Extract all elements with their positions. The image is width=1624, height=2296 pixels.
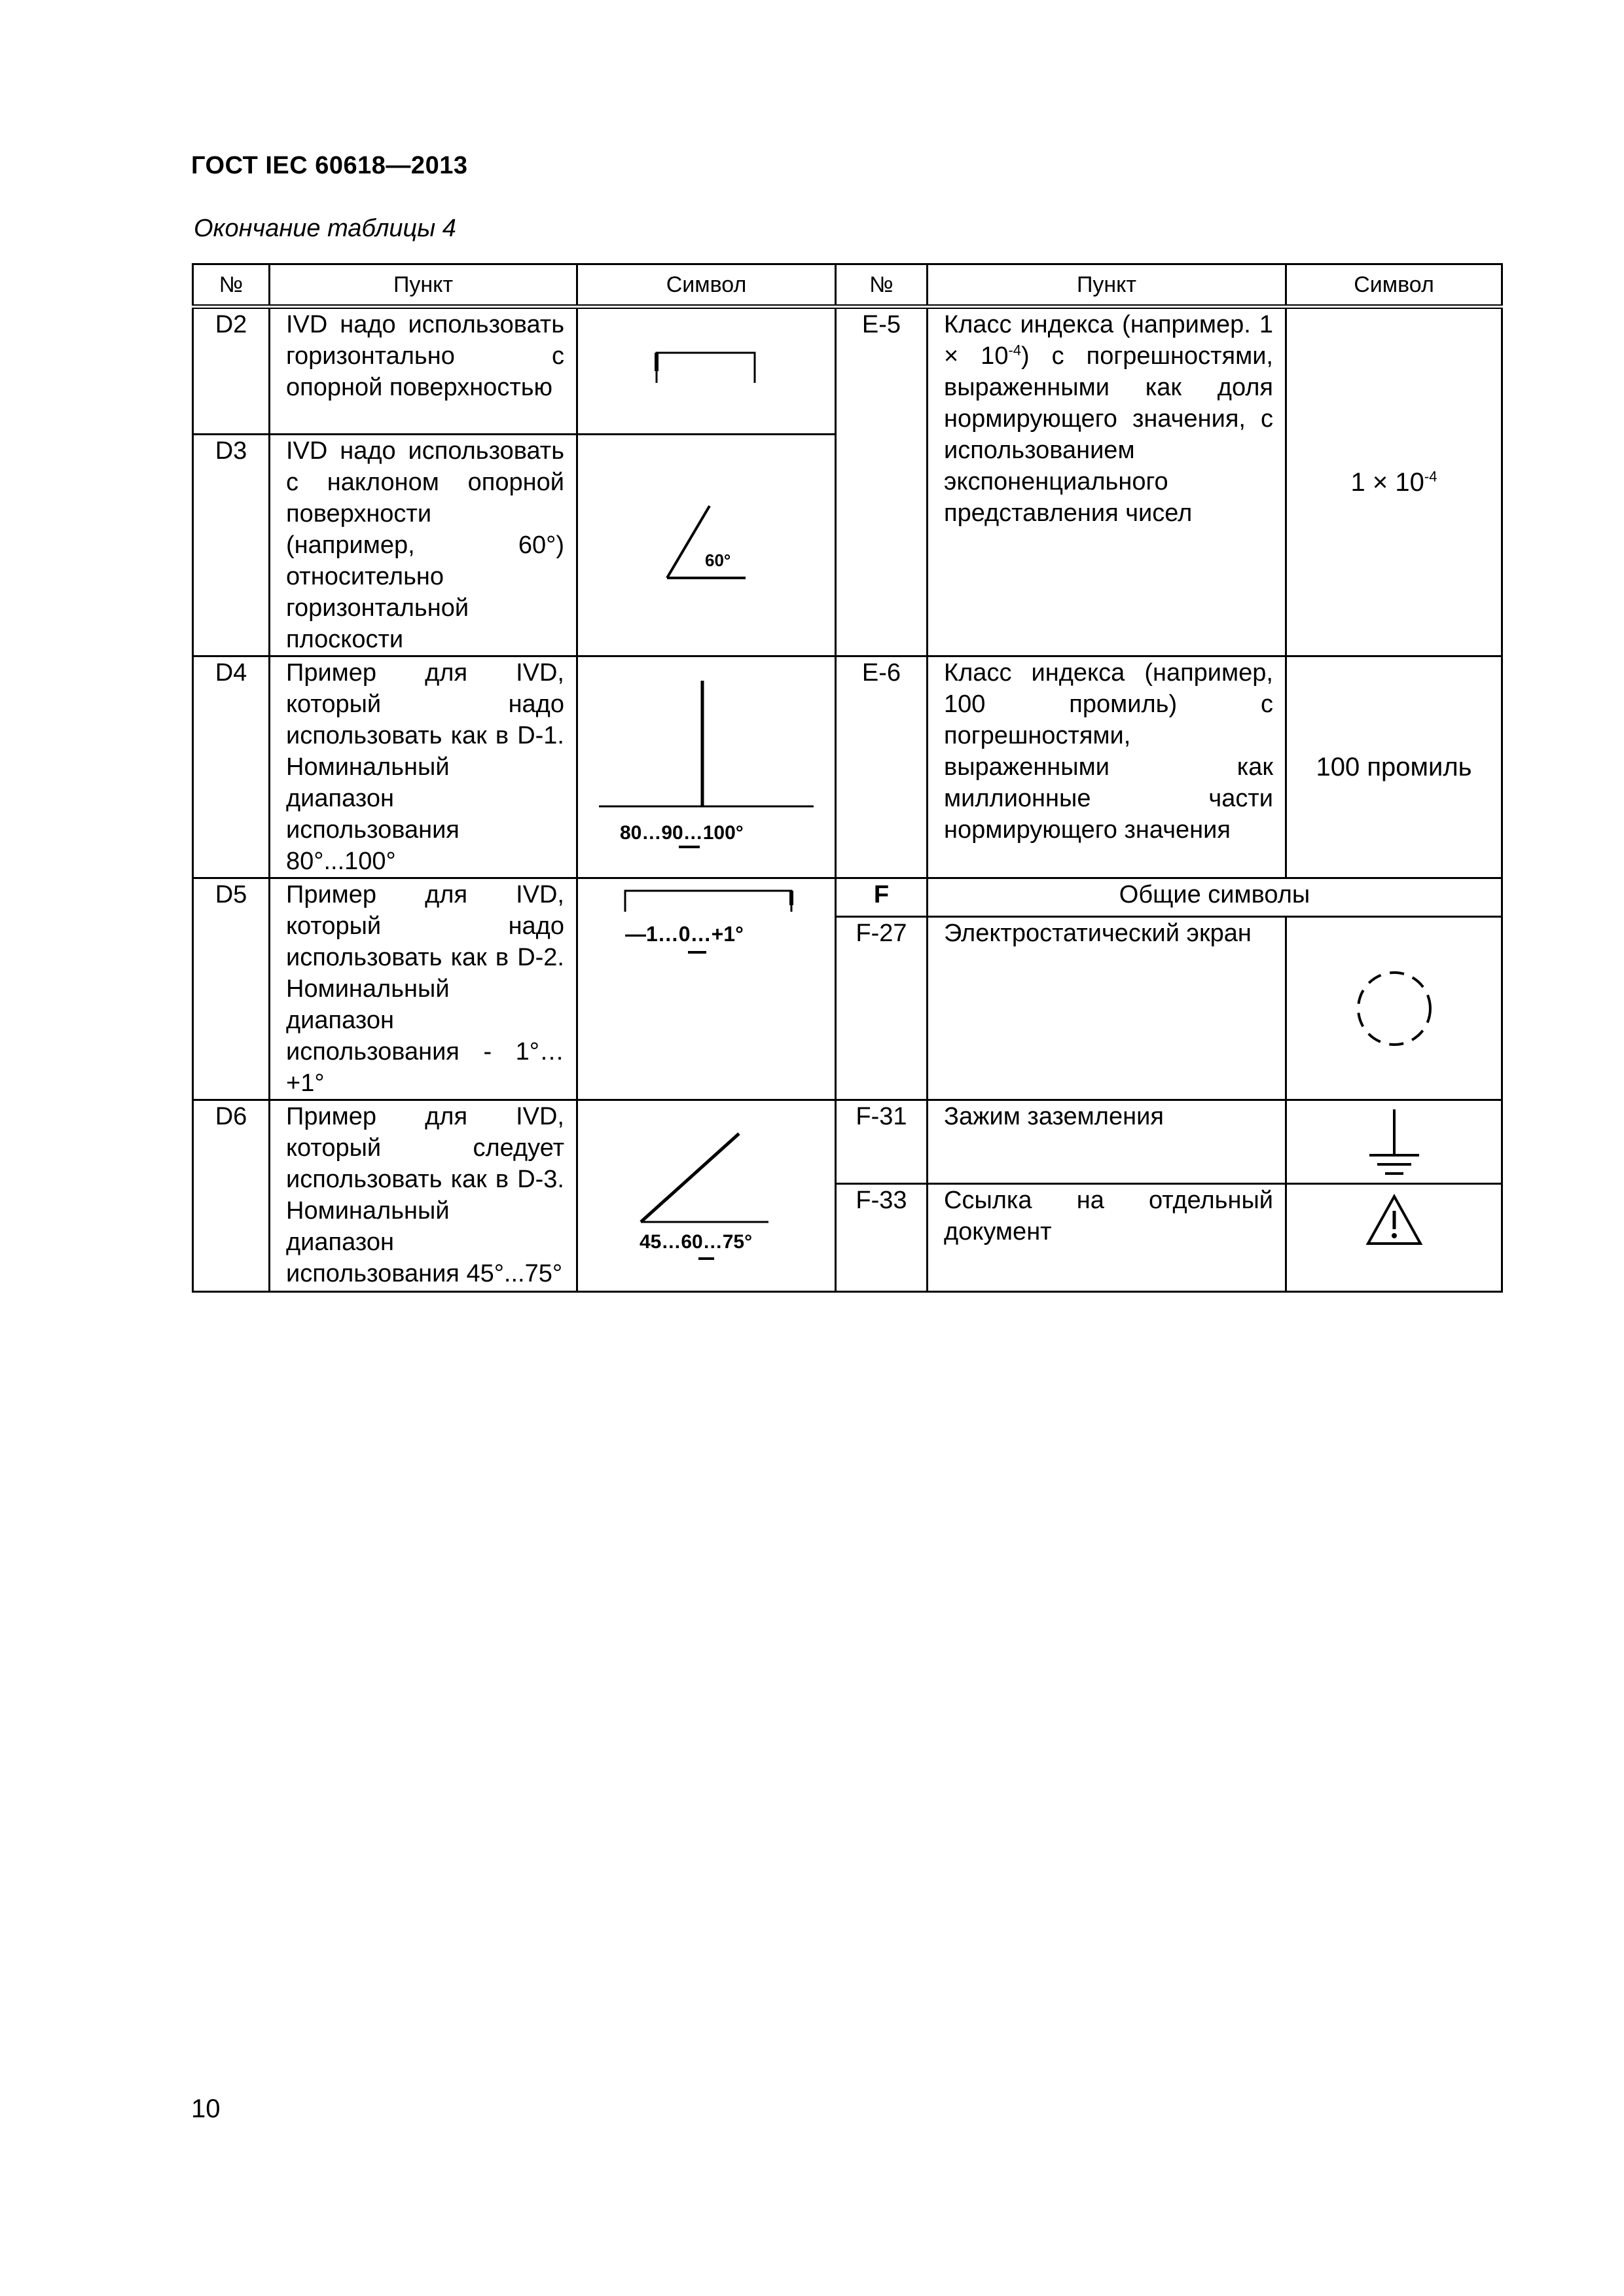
col-header-symbol-right: Символ [1286,264,1502,307]
col-header-num-right: № [836,264,928,307]
range-label: —1…0…+1° [625,922,744,946]
row-item: Класс индекса (например. $1 \times 10^{-4}$) с погрешностями, выраженными как доля нормирующего значения, с использованием экспоненциального представления чисел [928,307,1286,656]
vertical-range-symbol [577,656,836,878]
table-caption: Окончание таблицы 4 [194,215,456,242]
dashed-circle-icon [1348,963,1440,1054]
inclined-surface-symbol [577,435,836,656]
vertical-range-icon [595,675,818,859]
row-num: E-6 [836,656,928,878]
table-row [193,878,1502,917]
horizontal-surface-symbol [577,307,836,435]
inclined-range-symbol [577,1100,836,1292]
tilt-range-symbol [577,878,836,1100]
electrostatic-screen-symbol [1286,917,1502,1100]
symbols-table [192,263,1503,1293]
row-num: F-27 [836,917,928,1100]
row-num: D5 [193,878,270,1100]
col-header-item-left: Пункт [270,264,577,307]
row-num: D4 [193,656,270,878]
col-header-num-left: № [193,264,270,307]
warning-triangle-icon [1362,1191,1427,1250]
table-row [193,307,1502,435]
table-row [193,656,1502,878]
table-header-row [193,264,1502,307]
horizontal-bracket-icon [647,345,765,397]
row-item: Ссылка на отдельный документ [928,1184,1286,1292]
row-item: Электростатический экран [928,917,1286,1100]
row-num: F-31 [836,1100,928,1184]
tilt-range-icon [608,879,804,958]
row-num: F-33 [836,1184,928,1292]
ppm-class-symbol: 100 промиль [1286,656,1502,878]
range-label: 80…90…100° [620,822,744,844]
row-item: Пример для IVD, который надо использовать как в D-2. Номинальный диапазон использования - 1°… +1° [270,878,577,1100]
inclined-angle-icon [654,499,759,591]
group-letter: F [836,878,928,917]
group-title: Общие символы [928,878,1502,917]
inclined-range-icon [621,1124,791,1268]
row-num: E-5 [836,307,928,656]
row-num: D2 [193,307,270,435]
exponential-class-symbol: $1 \times 10^{-4}$ [1286,307,1502,656]
table-row [193,1100,1502,1184]
document-header: ГОСТ IEC 60618—2013 [191,152,468,179]
ground-terminal-symbol [1286,1100,1502,1184]
row-item: IVD надо использовать с наклоном опорной поверхности (например, 60°) относительно горизонтальной плоскости [270,435,577,656]
ground-icon [1355,1103,1434,1181]
row-item: Класс индекса (например, 100 промиль) с погрешностями, выраженными как миллионные части нормирующего значения [928,656,1286,878]
row-num: D6 [193,1100,270,1292]
col-header-symbol-left: Символ [577,264,836,307]
page-number: 10 [191,2094,221,2123]
range-label: 45…60…75° [640,1231,753,1253]
row-item: IVD надо использовать горизонтально с опорной поверхностью [270,307,577,435]
row-item: Пример для IVD, который следует использовать как в D-3. Номинальный диапазон использования 45°...75° [270,1100,577,1292]
col-header-item-right: Пункт [928,264,1286,307]
row-item: Пример для IVD, который надо использовать как в D-1. Номинальный диапазон использования 80°...100° [270,656,577,878]
angle-label: 60° [705,550,731,570]
row-item: Зажим заземления [928,1100,1286,1184]
row-num: D3 [193,435,270,656]
separate-document-symbol [1286,1184,1502,1292]
